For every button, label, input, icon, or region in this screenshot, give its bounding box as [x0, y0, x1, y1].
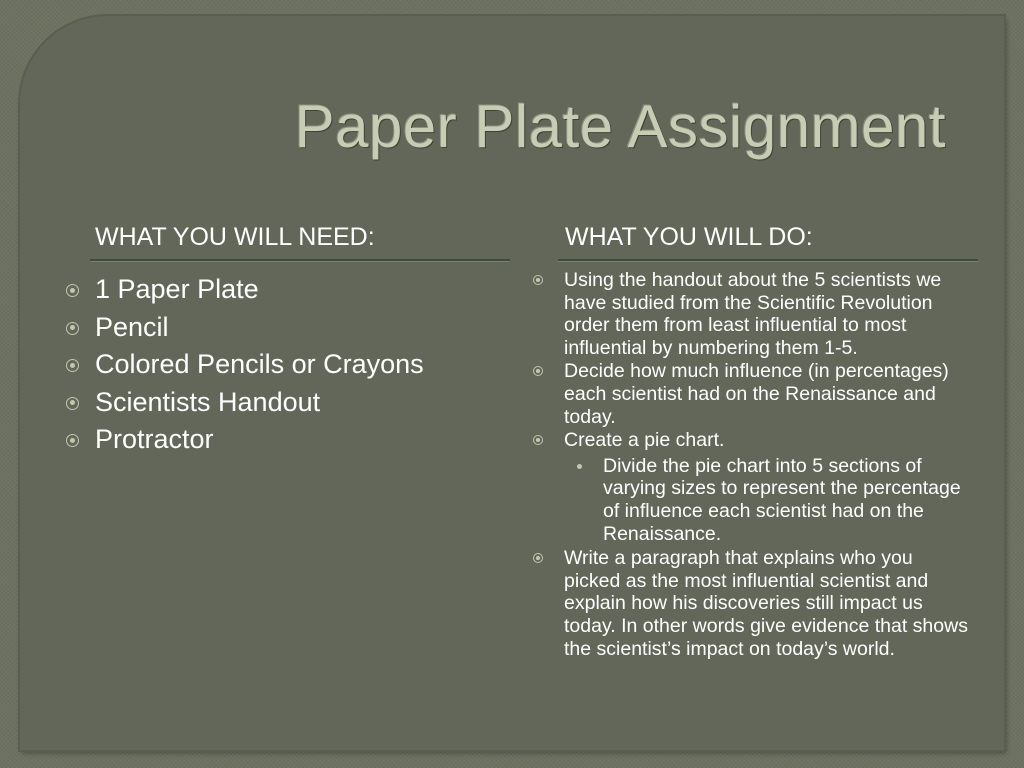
- list-item: [66, 421, 506, 459]
- list-item: [66, 271, 506, 309]
- tasks-header-divider: [558, 259, 978, 262]
- needs-header: WHAT YOU WILL NEED:: [95, 223, 375, 251]
- list-item: [533, 360, 973, 428]
- list-item: [66, 309, 506, 347]
- circle-dot-icon: [66, 359, 79, 372]
- sub-list-item: [564, 455, 973, 545]
- circle-dot-icon: [533, 435, 543, 445]
- circle-dot-icon: [66, 322, 79, 335]
- sub-list-item-text: Divide the pie chart into 5 sections of varying sizes to represent the percentage of influence each scientist had on the Renaissance.: [603, 454, 961, 545]
- circle-dot-icon: [66, 397, 79, 410]
- list-item: [533, 269, 973, 359]
- tasks-list: [533, 269, 973, 661]
- circle-dot-icon: [533, 553, 543, 563]
- list-item: [533, 547, 973, 660]
- sub-list: [564, 455, 973, 545]
- list-item-text: Decide how much influence (in percentages) each scientist had on the Renaissance and today.: [564, 360, 949, 428]
- list-item-text: Pencil: [95, 311, 169, 342]
- circle-dot-icon: [533, 275, 543, 285]
- list-item: [533, 429, 973, 545]
- needs-header-divider: [90, 259, 510, 262]
- list-item-text: Colored Pencils or Crayons: [95, 349, 424, 379]
- circle-dot-icon: [533, 366, 543, 376]
- list-item-text: Create a pie chart.: [564, 429, 725, 452]
- list-item-text: Scientists Handout: [95, 386, 321, 417]
- list-item-text: 1 Paper Plate: [95, 274, 259, 304]
- list-item-text: Write a paragraph that explains who you picked as the most influential scientist and explain how his discoveries still impact us today. In other words give evidence that shows the scientist’s impact on today’s world.: [564, 547, 968, 660]
- list-item: [66, 384, 506, 422]
- tasks-header: WHAT YOU WILL DO:: [565, 223, 813, 251]
- dot-icon: [577, 464, 582, 469]
- slide-title: Paper Plate Assignment: [294, 93, 946, 160]
- needs-list: [66, 271, 506, 459]
- list-item-text: Protractor: [95, 424, 214, 454]
- circle-dot-icon: [66, 284, 79, 297]
- list-item: [66, 346, 506, 384]
- circle-dot-icon: [66, 434, 79, 447]
- list-item-text: Using the handout about the 5 scientists we have studied from the Scientific Revolution order them from least influential to most influential by numbering them 1-5.: [564, 269, 942, 359]
